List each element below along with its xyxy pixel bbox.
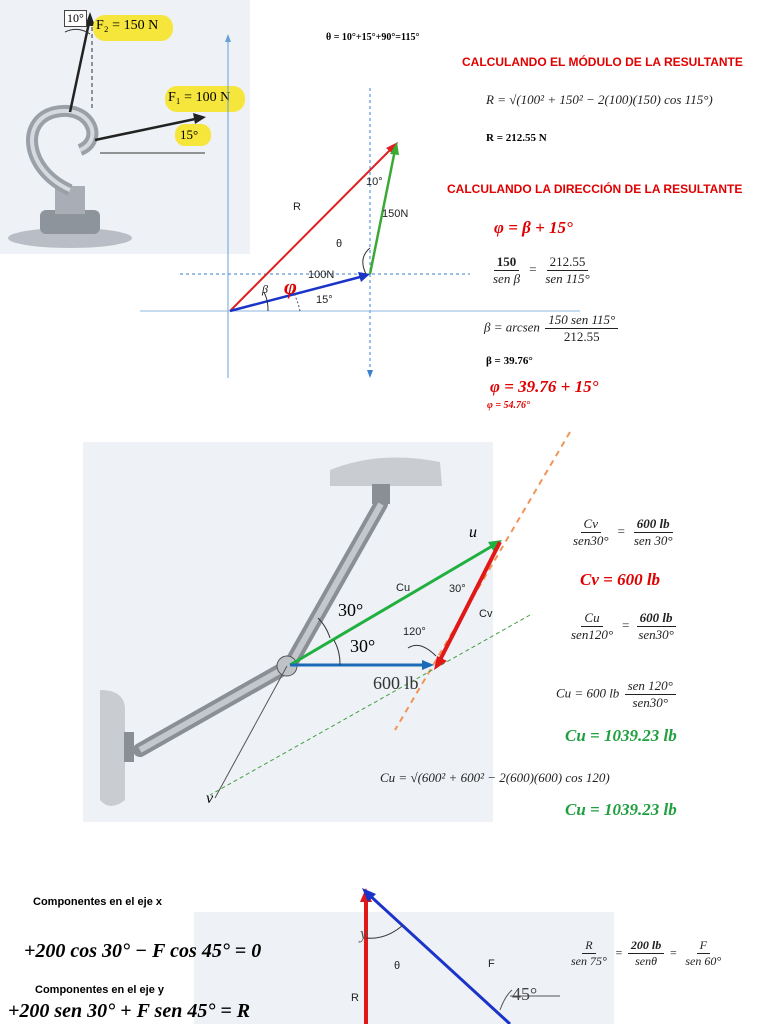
cv-value: Cv = 600 lb <box>580 570 661 589</box>
resultant-value: R = 212.55 N <box>486 132 547 144</box>
eq1-d1: sen30° <box>573 533 609 548</box>
resultant-equation: R = √(100² + 150² − 2(100)(150) cos 115°) <box>486 92 713 107</box>
eq1-n1: Cv <box>581 516 601 533</box>
cu-value-2: Cu = 1039.23 lb <box>565 800 677 819</box>
f2-label: F₂ = 150 N <box>96 18 159 33</box>
sin3-n3: F <box>697 938 710 954</box>
force-600lb-label: 600 lb <box>373 673 419 693</box>
angle-10-label: 10° <box>64 10 87 27</box>
x-component-equation: +200 cos 30° − F cos 45° = 0 <box>24 940 262 962</box>
beta-eq-lhs: β = arcsen <box>484 319 540 335</box>
eq3-d: sen30° <box>632 695 668 710</box>
sine-num-1: 150 <box>494 254 520 271</box>
f1-label: F₁ = 100 N <box>168 90 231 105</box>
eq1-d2: sen 30° <box>633 533 673 548</box>
eq1-n2: 600 lb <box>634 516 673 533</box>
label-f: F <box>488 958 495 970</box>
sine-law-1: $\frac{150}{\text{sen β}}$ = $\frac{212.55}{\text{sen 115°}}$ <box>488 254 595 287</box>
theta-equation: θ = 10°+15°+90°=115° <box>326 32 420 43</box>
angle-30-upper: 30° <box>338 600 364 620</box>
sine-law-3: $\frac{R}{\text{sen 75°}}$ = $\frac{200 lb}{\text{senθ}}$ = $\frac{F}{\text{sen 60°}}$ <box>566 938 726 969</box>
sin3-d2: senθ <box>635 954 658 968</box>
label-theta-3: θ <box>394 960 401 972</box>
label-30deg: 30° <box>449 583 466 595</box>
label-phi: φ <box>284 274 297 299</box>
label-cv: Cv <box>479 608 493 620</box>
angle-30-lower: 30° <box>350 636 376 656</box>
label-100n: 100N <box>308 269 335 281</box>
heading-modulo: CALCULANDO EL MÓDULO DE LA RESULTANTE <box>462 55 743 69</box>
sine-den-2: sen 115° <box>545 271 590 286</box>
axis-v-label: v <box>206 790 214 807</box>
cu-cosine-equation: Cu = √(600² + 600² − 2(600)(600) cos 120) <box>380 770 610 785</box>
phi-equation: φ = β + 15° <box>494 218 573 237</box>
label-15deg: 15° <box>316 294 333 306</box>
label-45deg: 45° <box>512 984 538 1004</box>
sin3-d1: sen 75° <box>571 954 607 968</box>
axis-y-label: y <box>360 924 368 943</box>
axis-u-label: u <box>469 524 477 541</box>
label-beta: β <box>262 282 268 296</box>
heading-components-y: Componentes en el eje y <box>35 984 164 996</box>
phi-equation-2: φ = 39.76 + 15° <box>490 377 599 396</box>
label-theta: θ <box>336 238 343 250</box>
label-150n: 150N <box>382 208 409 220</box>
cu-solve-equation <box>556 678 678 711</box>
heading-direccion: CALCULANDO LA DIRECCIÓN DE LA RESULTANTE <box>447 182 743 196</box>
label-10deg: 10° <box>366 176 383 188</box>
heading-components-x: Componentes en el eje x <box>33 896 162 908</box>
section-bracket <box>0 420 768 850</box>
beta-equation <box>484 312 620 345</box>
eq2-n2: 600 lb <box>637 610 676 627</box>
sine-num-2: 212.55 <box>547 254 589 271</box>
y-component-equation: +200 sen 30° + F sen 45° = R <box>8 1000 251 1022</box>
eq3-n: sen 120° <box>625 678 676 695</box>
sin3-d3: sen 60° <box>685 954 722 968</box>
sin3-n2: 200 lb <box>628 938 664 954</box>
section-vector-sum <box>0 0 768 420</box>
eq2-d1: sen120° <box>571 627 614 642</box>
cv-ratio-equation: $\frac{Cv}{\text{sen30°}}$ = $\frac{600 lb}{\text{sen 30°}}$ <box>568 516 678 549</box>
eq2-d2: sen30° <box>638 627 674 642</box>
sin3-n1: R <box>582 938 595 954</box>
phi-value: φ = 54.76° <box>487 400 531 411</box>
label-r: R <box>293 201 301 213</box>
eq2-n1: Cu <box>581 610 602 627</box>
component-triangle-diagram <box>0 850 768 1024</box>
eq3-lhs: Cu = 600 lb <box>556 685 620 701</box>
label-120deg: 120° <box>403 626 426 638</box>
beta-value: β = 39.76° <box>486 355 533 367</box>
angle-15-label: 15° <box>180 127 199 142</box>
cu-ratio-equation: $\frac{Cu}{\text{sen120°}}$ = $\frac{600 lb}{\text{sen30°}}$ <box>566 610 679 643</box>
sine-den-1: sen β <box>493 271 521 286</box>
cu-value-1: Cu = 1039.23 lb <box>565 726 677 745</box>
label-cu: Cu <box>396 582 411 594</box>
label-r-3: R <box>351 992 359 1004</box>
beta-num: 150 sen 115° <box>545 312 618 329</box>
section-components <box>0 850 768 1024</box>
beta-den: 212.55 <box>563 329 600 344</box>
